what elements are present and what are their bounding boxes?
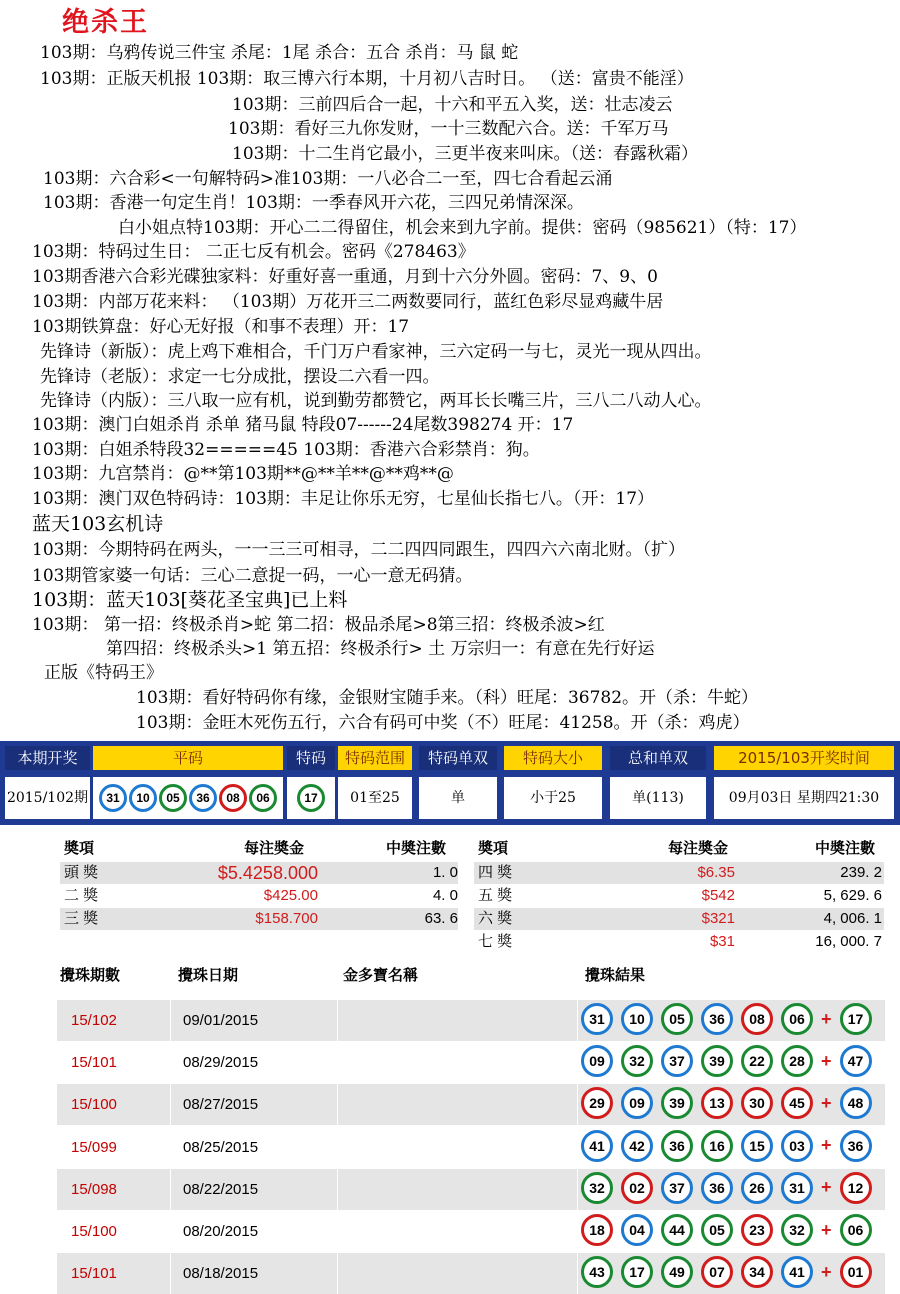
history-period: 15/100	[71, 1096, 117, 1114]
draw-header: 特码大小	[504, 746, 602, 770]
history-cell	[337, 1000, 578, 1041]
lottery-ball: 08	[219, 784, 247, 812]
prize-row-bg	[474, 862, 884, 884]
history-balls	[577, 1172, 876, 1204]
special-ball: 01	[840, 1256, 872, 1288]
history-date: 09/01/2015	[183, 1012, 259, 1029]
lottery-ball: 09	[621, 1087, 653, 1119]
history-date: 08/18/2015	[183, 1265, 259, 1283]
lottery-ball: 28	[781, 1045, 813, 1077]
history-balls	[577, 1045, 876, 1077]
lottery-ball: 02	[621, 1172, 653, 1204]
draw-header: 总和单双	[610, 746, 706, 770]
history-balls	[577, 1087, 876, 1119]
text-line: 蓝天103玄机诗	[32, 513, 164, 535]
prize-header-item: 奬項	[478, 840, 509, 857]
history-period: 15/100	[71, 1223, 117, 1240]
lottery-ball: 05	[701, 1214, 733, 1246]
lottery-ball: 31	[581, 1003, 613, 1035]
history-date: 08/25/2015	[183, 1138, 259, 1156]
history-row	[57, 1169, 885, 1210]
history-header: 金多寶名稱	[343, 966, 419, 984]
prize-header-count: 中奬注數	[386, 840, 447, 857]
lottery-ball: 36	[661, 1130, 693, 1162]
text-line: 103期：澳门白姐杀肖 杀单 猪马鼠 特段07------24尾数398274 开：17	[32, 415, 574, 435]
lottery-ball: 13	[701, 1087, 733, 1119]
lottery-ball: 08	[741, 1003, 773, 1035]
text-line: 正版《特码王》	[44, 663, 163, 683]
history-header: 攪珠日期	[178, 966, 239, 984]
history-row	[57, 1127, 885, 1168]
special-ball	[287, 777, 335, 819]
text-line: 103期：看好特码你有缘，金银财宝随手来。（科）旺尾：36782。开（杀：牛蛇）	[136, 688, 759, 708]
plus-sign: +	[821, 1177, 832, 1198]
text-line: 103期：今期特码在两头，一一三三可相寻，二二四四同跟生，四四六六南北财。（扩）	[32, 540, 685, 560]
plus-sign: +	[821, 1092, 832, 1113]
lottery-ball: 22	[741, 1045, 773, 1077]
lottery-ball: 36	[701, 1003, 733, 1035]
history-cell	[337, 1211, 578, 1252]
lottery-ball: 36	[189, 784, 217, 812]
prize-amount: $321	[701, 910, 735, 927]
history-date: 08/27/2015	[183, 1096, 259, 1114]
plus-sign: +	[821, 1135, 832, 1156]
lottery-ball: 32	[781, 1214, 813, 1246]
prize-header-item: 奬項	[64, 840, 95, 857]
lottery-ball: 34	[741, 1256, 773, 1288]
prize-header-amount: 每注奬金	[244, 840, 305, 857]
lottery-ball: 03	[781, 1130, 813, 1162]
lottery-ball: 49	[661, 1256, 693, 1288]
lottery-ball: 41	[581, 1130, 613, 1162]
text-line: 103期：金旺木死伤五行，六合有码可中奖（不）旺尾：41258。开（杀：鸡虎）	[136, 713, 750, 733]
history-row	[57, 1211, 885, 1252]
lottery-ball: 44	[661, 1214, 693, 1246]
history-period: 15/102	[71, 1012, 117, 1029]
lottery-ball: 05	[661, 1003, 693, 1035]
text-line: 103期：九宫禁肖：@**第103期**@**羊**@**鸡**@	[32, 464, 454, 484]
prize-count: 239. 2	[840, 864, 882, 881]
lottery-ball: 26	[741, 1172, 773, 1204]
prize-row-bg	[474, 908, 884, 930]
special-ball: 48	[840, 1087, 872, 1119]
history-header: 攪珠期數	[60, 966, 121, 984]
lottery-ball: 07	[701, 1256, 733, 1288]
prize-count: 5, 629. 6	[823, 887, 882, 904]
text-line: 103期：内部万花来料： （103期）万花开三二两数要同行，蓝红色彩尽显鸡藏牛居	[32, 292, 664, 312]
prize-name: 七 獎	[478, 933, 513, 950]
text-line: 第四招：终极杀头>1 第五招：终极杀行> 土 万宗归一：有意在先行好运	[106, 639, 655, 659]
text-line: 103期：三前四后合一起，十六和平五入奖，送：壮志凌云	[232, 95, 673, 115]
history-cell	[337, 1084, 578, 1125]
history-cell	[337, 1253, 578, 1294]
history-date: 08/20/2015	[183, 1223, 259, 1240]
lottery-ball: 43	[581, 1256, 613, 1288]
prize-name: 三 獎	[64, 910, 99, 927]
next-draw-time: 09月03日 星期四21:30	[714, 777, 894, 819]
history-period: 15/099	[71, 1138, 117, 1156]
prize-name: 六 獎	[478, 910, 513, 927]
lottery-ball: 17	[297, 784, 325, 812]
text-line: 103期：六合彩<一句解特码>准103期：一八必合二一至，四七合看起云涌	[43, 169, 613, 189]
prize-header-amount: 每注奬金	[668, 840, 729, 857]
text-line: 103期：乌鸦传说三件宝 杀尾：1尾 杀合：五合 杀肖：马 鼠 蛇	[40, 43, 519, 63]
history-row	[57, 1084, 885, 1125]
lottery-ball: 45	[781, 1087, 813, 1119]
history-date: 08/22/2015	[183, 1180, 259, 1198]
sum-odd-even: 单(113)	[610, 777, 706, 819]
text-line: 先锋诗（老版）：求定一七分成批，摆设二六看一四。	[40, 367, 440, 387]
history-row	[57, 1042, 885, 1083]
text-line: 103期香港六合彩光碟独家料：好重好喜一重通，月到十六分外圆。密码：7、9、0	[32, 267, 658, 287]
lottery-ball: 36	[701, 1172, 733, 1204]
lottery-ball: 37	[661, 1045, 693, 1077]
lottery-ball: 18	[581, 1214, 613, 1246]
prize-amount: $31	[709, 933, 735, 950]
prize-header-count: 中奬注數	[815, 840, 876, 857]
prize-amount: $5.4258.000	[217, 863, 318, 883]
text-line: 103期铁算盘：好心无好报（和事不表理）开：17	[32, 317, 410, 337]
special-ball: 12	[840, 1172, 872, 1204]
lottery-ball: 16	[701, 1130, 733, 1162]
lottery-ball: 15	[741, 1130, 773, 1162]
history-row	[57, 1253, 885, 1294]
prize-name: 二 獎	[64, 887, 99, 904]
special-size: 小于25	[504, 777, 602, 819]
text-line: 103期：白姐杀特段32=====45 103期：香港六合彩禁肖：狗。	[32, 440, 540, 460]
lottery-ball: 10	[129, 784, 157, 812]
special-ball: 17	[840, 1003, 872, 1035]
text-line: 103期管家婆一句话：三心二意捉一码，一心一意无码猜。	[32, 566, 473, 586]
history-row	[57, 1000, 885, 1041]
history-balls	[577, 1003, 876, 1035]
draw-period: 2015/102期	[5, 777, 90, 819]
plus-sign: +	[821, 1050, 832, 1071]
prize-name: 頭 獎	[64, 864, 99, 881]
prize-amount: $158.700	[255, 910, 318, 927]
lottery-ball: 39	[701, 1045, 733, 1077]
draw-header: 特码	[287, 746, 335, 770]
history-balls	[577, 1130, 876, 1162]
lottery-ball: 30	[741, 1087, 773, 1119]
history-cell	[337, 1127, 578, 1168]
prize-amount: $425.00	[263, 887, 318, 904]
prize-count: 1. 0	[432, 864, 458, 881]
special-ball: 47	[840, 1045, 872, 1077]
draw-header: 特码单双	[419, 746, 497, 770]
text-line: 103期：澳门双色特码诗：103期：丰足让你乐无穷，七星仙长指七八。（开：17）	[32, 489, 655, 509]
text-line: 103期： 第一招：终极杀肖>蛇 第二招：极品杀尾>8第三招：终极杀波>红	[32, 615, 605, 635]
history-period: 15/101	[71, 1054, 117, 1072]
history-cell	[337, 1169, 578, 1210]
lottery-ball: 04	[621, 1214, 653, 1246]
history-date: 08/29/2015	[183, 1054, 259, 1072]
text-line: 103期：看好三九你发财，一十三数配六合。送：千军万马	[228, 119, 669, 139]
lottery-ball: 17	[621, 1256, 653, 1288]
prize-name: 五 獎	[478, 887, 513, 904]
plus-sign: +	[821, 1008, 832, 1029]
lottery-ball: 06	[249, 784, 277, 812]
draw-header: 特码范围	[338, 746, 412, 770]
text-line: 103期：正版天机报 103期：取三博六行本期，十月初八吉时日。 （送：富贵不能淫）	[40, 69, 694, 89]
lottery-ball: 37	[661, 1172, 693, 1204]
draw-header: 平码	[93, 746, 283, 770]
draw-header: 2015/103开奖时间	[714, 746, 894, 770]
page-title: 绝杀王	[62, 7, 149, 38]
text-line: 103期：香港一句定生肖！103期：一季春风开六花，三四兄弟情深深。	[43, 193, 584, 213]
lottery-ball: 31	[781, 1172, 813, 1204]
prize-amount: $542	[701, 887, 735, 904]
regular-balls	[93, 777, 283, 819]
lottery-ball: 10	[621, 1003, 653, 1035]
prize-count: 4, 006. 1	[823, 910, 882, 927]
lottery-ball: 42	[621, 1130, 653, 1162]
lottery-ball: 32	[621, 1045, 653, 1077]
history-period: 15/098	[71, 1180, 117, 1198]
text-line: 先锋诗（内版）：三八取一应有机，说到勤劳都赞它，两耳长长嘴三片，三八二八动人心。	[40, 391, 712, 411]
history-balls	[577, 1214, 876, 1246]
special-ball: 06	[840, 1214, 872, 1246]
prize-count: 63. 6	[424, 910, 458, 927]
lottery-ball: 05	[159, 784, 187, 812]
prize-row-bg	[60, 885, 458, 907]
text-line: 103期：特码过生日： 二正七反有机会。密码《278463》	[32, 242, 475, 262]
prize-amount: $6.35	[697, 864, 735, 881]
text-line: 103期：蓝天103[葵花圣宝典]已上料	[32, 589, 348, 611]
lottery-ball: 39	[661, 1087, 693, 1119]
text-line: 先锋诗（新版）：虎上鸡下难相合，千门万户看家神，三六定码一与七，灵光一现从四出。	[40, 342, 712, 362]
text-line: 103期：十二生肖它最小，三更半夜来叫床。（送：春露秋霜）	[232, 144, 698, 164]
plus-sign: +	[821, 1219, 832, 1240]
lottery-ball: 41	[781, 1256, 813, 1288]
text-line: 白小姐点特103期：开心二二得留住，机会来到九字前。提供：密码（985621）（特：17）	[118, 218, 807, 238]
prize-count: 4. 0	[432, 887, 458, 904]
special-odd-even: 单	[419, 777, 497, 819]
prize-row-bg	[474, 885, 884, 907]
prize-count: 16, 000. 7	[815, 933, 882, 950]
lottery-ball: 06	[781, 1003, 813, 1035]
lottery-ball: 29	[581, 1087, 613, 1119]
special-ball: 36	[840, 1130, 872, 1162]
lottery-ball: 32	[581, 1172, 613, 1204]
draw-header: 本期开奖	[5, 746, 90, 770]
prize-name: 四 獎	[478, 864, 513, 881]
plus-sign: +	[821, 1261, 832, 1282]
history-cell	[337, 1042, 578, 1083]
history-balls	[577, 1256, 876, 1288]
lottery-ball: 23	[741, 1214, 773, 1246]
history-header: 攪珠結果	[585, 966, 646, 984]
history-period: 15/101	[71, 1265, 117, 1283]
lottery-ball: 31	[99, 784, 127, 812]
lottery-ball: 09	[581, 1045, 613, 1077]
special-range: 01至25	[338, 777, 412, 819]
